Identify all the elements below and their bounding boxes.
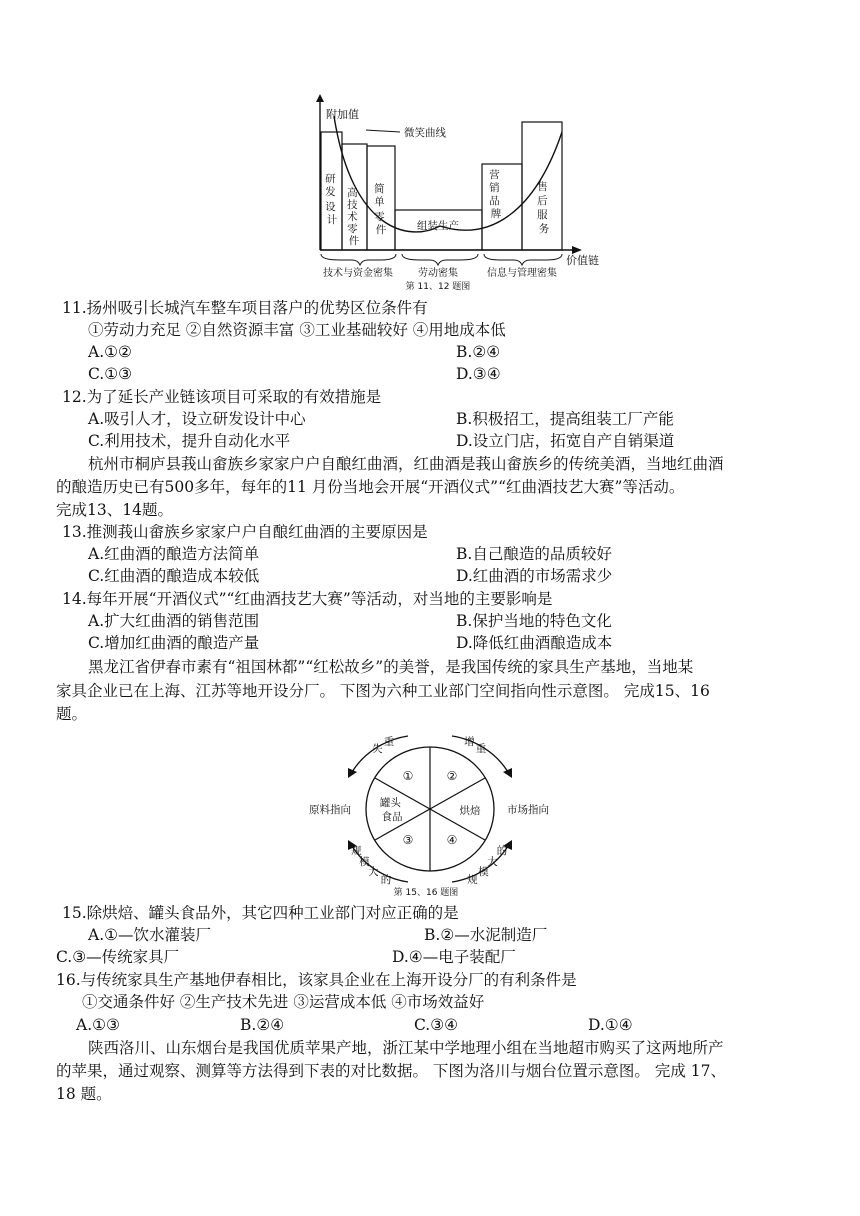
arc-label-shizhong: 失 重 — [372, 736, 395, 755]
q14-option-a[interactable]: A.扩大红曲酒的销售范围 — [88, 612, 260, 630]
sector-guantou: 罐头 食品 — [379, 797, 403, 823]
label-zuzhuang: 组装生产 — [417, 220, 459, 232]
arc-label-guimo-right: 规 模 大 的 — [467, 845, 508, 886]
sector-2: ② — [446, 769, 458, 783]
arc-label-guimo-left: 规 模 大 的 — [351, 845, 392, 886]
q12-option-b[interactable]: B.积极招工，提高组装工厂产能 — [456, 410, 674, 428]
q15-option-a[interactable]: A.①—饮水灌装厂 — [88, 926, 212, 944]
q15-option-c[interactable]: C.③—传统家具厂 — [56, 948, 180, 966]
smile-curve — [334, 116, 562, 232]
smile-curve-figure — [300, 92, 610, 292]
sector-4: ④ — [446, 833, 458, 847]
sector-3: ③ — [402, 833, 414, 847]
right-label: 市场指向 — [507, 804, 549, 816]
sector-1: ① — [402, 769, 414, 783]
q12-stem: 12.为了延长产业链该项目可采取的有效措施是 — [62, 388, 382, 406]
industry-orientation-figure — [300, 728, 560, 900]
group-label-info: 信息与管理密集 — [487, 268, 557, 279]
label-shouhou: 售 后 服 务 — [537, 181, 550, 235]
passage4-line3: 18 题。 — [56, 1085, 112, 1103]
passage2-line3: 完成13、14题。 — [56, 501, 173, 519]
q16-items: ①交通条件好 ②生产技术先进 ③运营成本低 ④市场效益好 — [82, 993, 485, 1011]
q16-option-d[interactable]: D.①④ — [588, 1016, 633, 1034]
group-label-tech: 技术与资金密集 — [323, 268, 393, 279]
left-label: 原料指向 — [309, 804, 351, 816]
y-axis-label: 附加值 — [326, 108, 359, 121]
q15-option-b[interactable]: B.②—水泥制造厂 — [424, 926, 548, 944]
passage3-line2: 家具企业已在上海、江苏等地开设分厂。 下图为六种工业部门空间指向性示意图。 完成15、16 — [56, 682, 710, 700]
passage3-line1: 黑龙江省伊春市素有“祖国林都”“红松故乡”的美誉，是我国传统的家具生产基地，当地某 — [88, 658, 694, 676]
q11-option-a[interactable]: A.①② — [88, 343, 132, 361]
q14-stem: 14.每年开展“开酒仪式”“红曲酒技艺大赛”等活动，对当地的主要影响是 — [62, 590, 553, 608]
q15-option-d[interactable]: D.④—电子装配厂 — [392, 948, 516, 966]
q11-option-b[interactable]: B.②④ — [456, 343, 501, 361]
label-jiandan: 简 单 零 件 — [374, 183, 387, 236]
passage2-line2: 的酿造历史已有500多年，每年的11 月份当地会开展“开酒仪式”“红曲酒技艺大赛”等活动。 — [56, 478, 685, 496]
q13-stem: 13.推测莪山畲族乡家家户户自酿红曲酒的主要原因是 — [62, 523, 428, 541]
q14-option-c[interactable]: C.增加红曲酒的酿造产量 — [88, 634, 260, 652]
x-axis-label: 价值链 — [566, 254, 599, 267]
q16-option-b[interactable]: B.②④ — [240, 1016, 285, 1034]
label-gaoji: 高 技 术 零 件 — [347, 187, 360, 247]
q16-stem: 16.与传统家具生产基地伊春相比，该家具企业在上海开设分厂的有利条件是 — [56, 971, 577, 989]
q12-option-a[interactable]: A.吸引人才，设立研发设计中心 — [88, 410, 306, 428]
q11-items: ①劳动力充足 ②自然资源丰富 ③工业基础较好 ④用地成本低 — [88, 321, 506, 339]
passage3-line3: 题。 — [56, 705, 88, 723]
q11-option-d[interactable]: D.③④ — [456, 365, 501, 383]
q15-stem: 15.除烘焙、罐头食品外，其它四种工业部门对应正确的是 — [62, 904, 459, 922]
passage4-line2: 的苹果，通过观察、测算等方法得到下表的对比数据。 下图为洛川与烟台位置示意图。 完成 17、 — [56, 1062, 727, 1080]
figure-caption: 第 11、12 题图 — [405, 282, 471, 292]
passage4-line1: 陕西洛川、山东烟台是我国优质苹果产地，浙江某中学地理小组在当地超市购买了这两地所产 — [88, 1039, 724, 1057]
q11-option-c[interactable]: C.①③ — [88, 365, 133, 383]
label-yanfa: 研 发 设 计 — [325, 173, 338, 226]
group-label-labor: 劳动密集 — [418, 268, 458, 279]
figure2-caption: 第 15、16 题图 — [393, 888, 459, 898]
q13-option-c[interactable]: C.红曲酒的酿造成本较低 — [88, 567, 260, 585]
q11-stem: 11.扬州吸引长城汽车整车项目落户的优势区位条件有 — [62, 299, 428, 317]
q13-option-a[interactable]: A.红曲酒的酿造方法简单 — [88, 545, 260, 563]
q13-option-d[interactable]: D.红曲酒的市场需求少 — [456, 567, 613, 585]
q12-option-c[interactable]: C.利用技术，提升自动化水平 — [88, 432, 291, 450]
label-yingxiao: 营 销 品 牌 — [489, 169, 502, 220]
q16-option-a[interactable]: A.①③ — [76, 1016, 120, 1034]
q12-option-d[interactable]: D.设立门店，拓宽自产自销渠道 — [456, 432, 675, 450]
curve-label: 微笑曲线 — [404, 127, 446, 139]
sector-hongbei: 烘焙 — [459, 805, 481, 817]
arc-label-zengzhong: 增 重 — [464, 736, 487, 755]
passage2-line1: 杭州市桐庐县莪山畲族乡家家户户自酿红曲酒，红曲酒是莪山畲族乡的传统美酒，当地红曲酒 — [88, 455, 724, 473]
q13-option-b[interactable]: B.自己酿造的品质较好 — [456, 545, 612, 563]
q14-option-b[interactable]: B.保护当地的特色文化 — [456, 612, 612, 630]
q16-option-c[interactable]: C.③④ — [414, 1016, 459, 1034]
q14-option-d[interactable]: D.降低红曲酒酿造成本 — [456, 634, 613, 652]
